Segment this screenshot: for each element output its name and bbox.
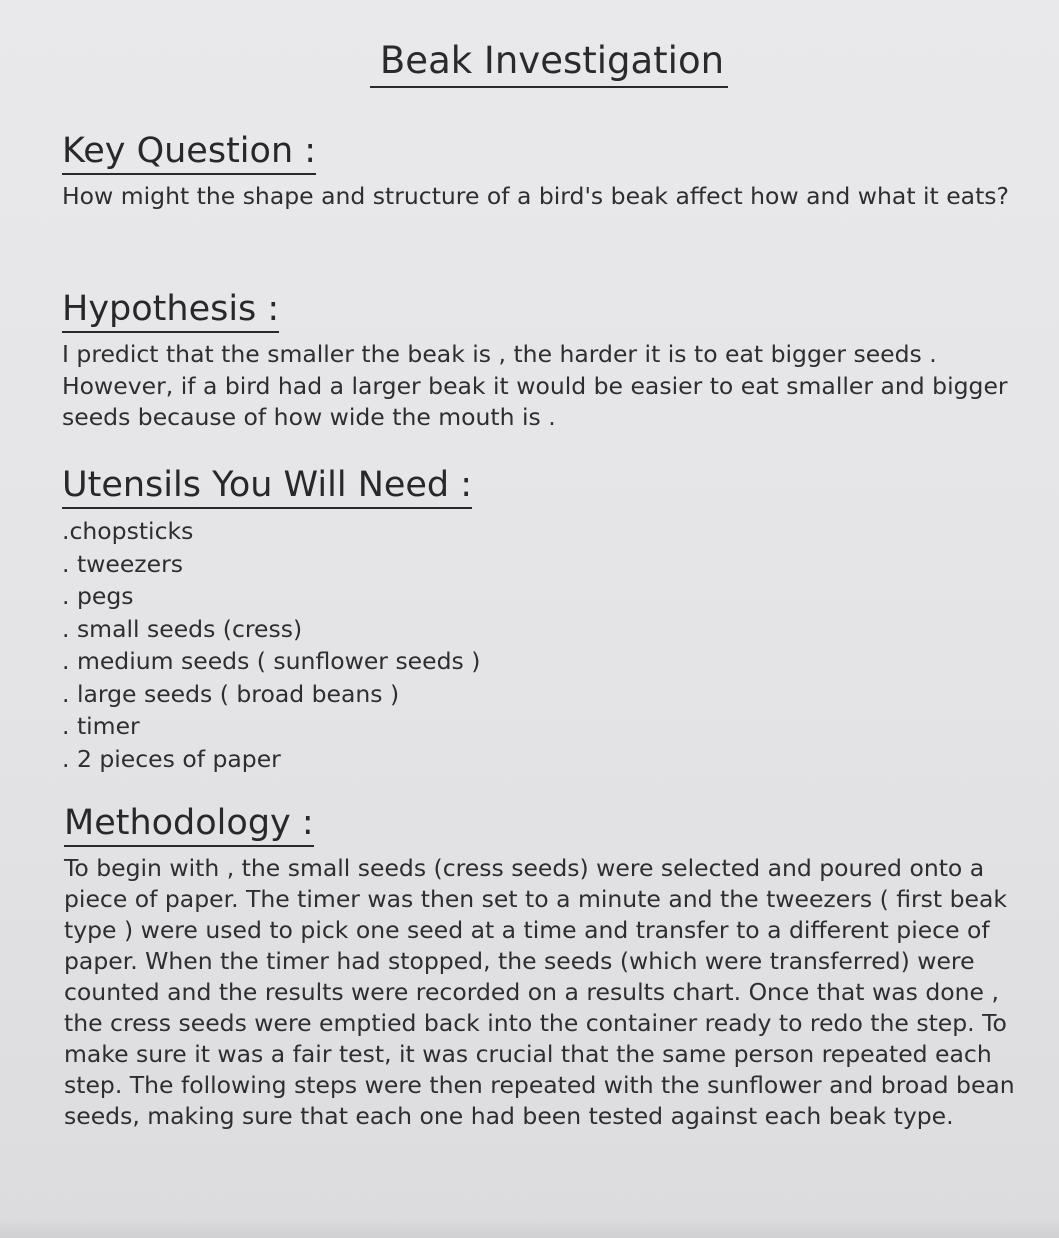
utensil-item: .chopsticks: [62, 517, 194, 545]
page-edge-shadow: [0, 1218, 1059, 1238]
utensil-item: . 2 pieces of paper: [62, 744, 281, 773]
utensil-item: . timer: [62, 712, 140, 740]
hypothesis-text: I predict that the smaller the beak is , the harder it is to eat bigger seeds . However, if a bird had a larger beak it would be easier to eat smaller and bigger seeds because of how wide the mouth is .: [62, 340, 1008, 431]
methodology-section: [64, 802, 1024, 1132]
hypothesis-section: [62, 288, 1032, 434]
key-question-section: [62, 130, 1032, 213]
utensil-item: . pegs: [62, 582, 134, 610]
utensil-item: . large seeds ( broad beans ): [62, 679, 400, 708]
methodology-text: To begin with , the small seeds (cress seeds) were selected and poured onto a piece of paper. The timer was then set to a minute and the tweezers ( first beak type ) were used to pick one seed at a time and transfer to a different piece of paper. When the timer had stopped, the seeds (which were transferred) were counted and the results were recorded on a results chart. Once that was done , the cress seeds were emptied back into the container ready to redo the step. To make sure it was a fair test, it was crucial that the same person repeated each step. The following steps were then repeated with the sunflower and broad bean seeds, making sure that each one had been tested against each beak type.: [64, 854, 1015, 1130]
utensils-heading: Utensils You Will Need :: [62, 464, 472, 509]
utensil-item: . medium seeds ( sunflower seeds ): [62, 647, 481, 675]
document-title: Beak Investigation: [370, 38, 728, 88]
utensil-item: . small seeds (cress): [62, 614, 303, 643]
utensils-list: [62, 515, 1032, 775]
utensil-item: . tweezers: [62, 549, 183, 578]
hypothesis-heading: Hypothesis :: [62, 288, 279, 333]
methodology-heading: Methodology :: [64, 802, 314, 847]
key-question-text: How might the shape and structure of a bird's beak affect how and what it eats?: [62, 182, 1009, 210]
document-title-wrapper: [0, 38, 1059, 88]
utensils-section: [62, 464, 1032, 775]
key-question-heading: Key Question :: [62, 130, 316, 175]
